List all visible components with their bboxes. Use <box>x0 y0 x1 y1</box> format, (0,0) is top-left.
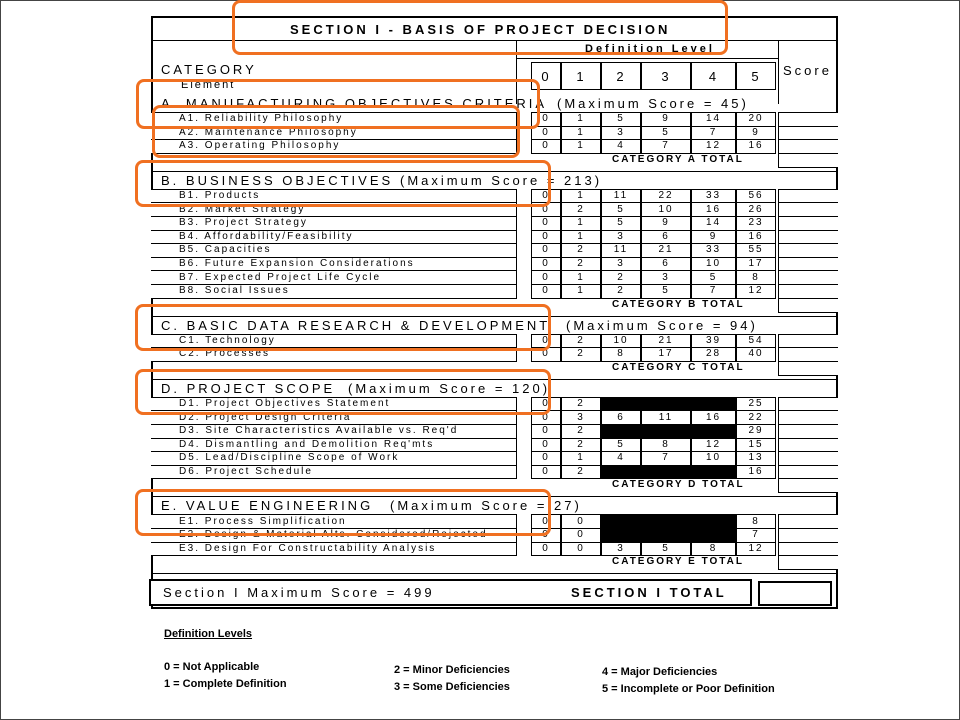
score-level-cell[interactable]: 3 <box>601 542 641 557</box>
score-level-cell[interactable]: 3 <box>561 410 601 425</box>
score-level-cell[interactable]: 0 <box>531 257 561 272</box>
score-level-cell[interactable]: 0 <box>531 202 561 217</box>
element-row-label: D6. Project Schedule <box>151 465 517 480</box>
score-input-cell[interactable] <box>778 542 838 557</box>
score-level-cell[interactable]: 0 <box>531 270 561 285</box>
score-level-cell[interactable]: 5 <box>601 202 641 217</box>
definition-level-header: Definition Level <box>585 43 715 55</box>
score-input-cell[interactable] <box>778 410 838 425</box>
score-level-cell[interactable]: 22 <box>641 189 691 204</box>
category-title: D. PROJECT SCOPE <box>161 380 336 396</box>
divider <box>151 573 838 574</box>
score-input-cell[interactable] <box>778 284 838 299</box>
category-header: CATEGORY <box>161 62 257 77</box>
score-level-cell[interactable] <box>601 465 641 480</box>
score-level-cell[interactable]: 0 <box>531 410 561 425</box>
score-level-cell[interactable]: 39 <box>691 334 736 349</box>
score-input-cell[interactable] <box>778 270 838 285</box>
score-level-cell[interactable]: 25 <box>736 397 776 412</box>
score-input-cell[interactable] <box>778 334 838 349</box>
score-level-cell[interactable]: 0 <box>531 514 561 529</box>
element-header: Element <box>181 79 236 91</box>
score-input-cell[interactable] <box>778 230 838 245</box>
score-level-cell[interactable]: 2 <box>561 397 601 412</box>
score-level-cell[interactable]: 7 <box>641 139 691 154</box>
score-level-cell[interactable]: 8 <box>601 347 641 362</box>
legend-entry: 0 = Not Applicable <box>164 661 260 673</box>
legend-title: Definition Levels <box>164 628 253 640</box>
score-input-cell[interactable] <box>778 126 838 141</box>
category-total-label: CATEGORY E TOTAL <box>612 556 745 568</box>
score-level-cell[interactable]: 12 <box>691 438 736 453</box>
score-input-cell[interactable] <box>778 438 838 453</box>
score-input-cell[interactable] <box>778 347 838 362</box>
category-total-label: CATEGORY D TOTAL <box>612 479 745 491</box>
score-input-cell[interactable] <box>778 528 838 543</box>
score-level-cell[interactable]: 5 <box>641 284 691 299</box>
score-level-cell[interactable]: 16 <box>691 410 736 425</box>
score-level-cell[interactable]: 3 <box>601 126 641 141</box>
score-level-cell[interactable]: 2 <box>561 243 601 258</box>
score-level-cell[interactable]: 0 <box>561 514 601 529</box>
score-level-cell[interactable]: 2 <box>601 284 641 299</box>
element-row-label: E1. Process Simplification <box>151 514 517 529</box>
legend-entry: 3 = Some Deficiencies <box>394 680 510 693</box>
category-total-input[interactable] <box>778 153 838 168</box>
score-level-cell[interactable] <box>691 424 736 439</box>
legend-column-1 <box>164 659 287 692</box>
category-total-label: CATEGORY C TOTAL <box>612 361 745 373</box>
score-level-cell[interactable]: 0 <box>531 542 561 557</box>
score-level-cell[interactable]: 11 <box>641 410 691 425</box>
score-level-cell[interactable]: 17 <box>641 347 691 362</box>
score-level-cell[interactable]: 1 <box>561 284 601 299</box>
score-level-cell[interactable]: 15 <box>736 438 776 453</box>
element-row-label: E2. Design & Material Alts. Considered/Rejected <box>151 528 517 543</box>
score-level-cell[interactable]: 20 <box>736 112 776 127</box>
score-level-cell[interactable]: 1 <box>561 189 601 204</box>
category-total-input[interactable] <box>778 361 838 376</box>
score-level-cell[interactable]: 0 <box>531 284 561 299</box>
score-level-cell[interactable]: 16 <box>736 465 776 480</box>
score-level-cell[interactable]: 5 <box>601 216 641 231</box>
score-level-cell[interactable]: 10 <box>641 202 691 217</box>
score-input-cell[interactable] <box>778 189 838 204</box>
highlight-section-title <box>232 0 728 55</box>
score-level-cell[interactable]: 9 <box>691 230 736 245</box>
score-level-cell[interactable]: 0 <box>531 126 561 141</box>
score-level-cell[interactable]: 0 <box>531 189 561 204</box>
element-row-label: B2. Market Strategy <box>151 202 517 217</box>
score-header: Score <box>783 63 832 78</box>
score-level-cell[interactable] <box>691 528 736 543</box>
score-level-cell[interactable]: 1 <box>561 126 601 141</box>
score-input-cell[interactable] <box>778 257 838 272</box>
score-level-cell[interactable]: 1 <box>561 451 601 466</box>
category-max-score: (Maximum Score = 45) <box>557 96 749 111</box>
section-max-score-bar: Section I Maximum Score = 499 <box>149 579 752 606</box>
score-level-cell[interactable]: 55 <box>736 243 776 258</box>
score-level-cell[interactable]: 0 <box>531 424 561 439</box>
highlight-category-c <box>135 304 551 351</box>
score-level-cell[interactable]: 13 <box>736 451 776 466</box>
section-title: SECTION I - BASIS OF PROJECT DECISION <box>290 22 671 37</box>
score-level-cell[interactable]: 3 <box>641 270 691 285</box>
level-header-0: 0 <box>531 62 561 90</box>
score-level-cell[interactable]: 54 <box>736 334 776 349</box>
score-level-cell[interactable]: 5 <box>601 438 641 453</box>
score-level-cell[interactable]: 4 <box>601 451 641 466</box>
score-level-cell[interactable]: 0 <box>561 542 601 557</box>
score-level-cell[interactable]: 9 <box>736 126 776 141</box>
score-level-cell[interactable]: 1 <box>561 112 601 127</box>
score-level-cell[interactable]: 6 <box>641 230 691 245</box>
score-level-cell[interactable]: 0 <box>531 397 561 412</box>
score-level-cell[interactable]: 8 <box>691 542 736 557</box>
category-max-score: (Maximum Score = 120) <box>348 380 551 396</box>
score-level-cell[interactable]: 1 <box>561 216 601 231</box>
legend-column-2 <box>394 662 510 695</box>
element-row-label: A1. Reliability Philosophy <box>151 112 517 127</box>
score-level-cell[interactable]: 2 <box>601 270 641 285</box>
score-level-cell[interactable]: 33 <box>691 243 736 258</box>
score-level-cell[interactable] <box>691 397 736 412</box>
score-level-cell[interactable]: 6 <box>641 257 691 272</box>
element-row-label: A2. Maintenance Philosophy <box>151 126 517 141</box>
score-level-cell[interactable]: 26 <box>736 202 776 217</box>
score-level-cell[interactable]: 0 <box>531 334 561 349</box>
score-level-cell[interactable]: 0 <box>531 465 561 480</box>
score-level-cell[interactable] <box>601 514 641 529</box>
score-level-cell[interactable] <box>601 528 641 543</box>
category-max-score: (Maximum Score = 27) <box>390 498 582 514</box>
element-row-label: E3. Design For Constructability Analysis <box>151 542 517 557</box>
score-level-cell[interactable] <box>691 465 736 480</box>
level-header-5: 5 <box>736 62 776 90</box>
highlight-category-e <box>135 489 551 536</box>
score-level-cell[interactable]: 5 <box>641 542 691 557</box>
score-level-cell[interactable]: 4 <box>601 139 641 154</box>
legend-entry: 4 = Major Deficiencies <box>602 666 718 678</box>
legend-entry: 2 = Minor Deficiencies <box>394 664 510 676</box>
score-level-cell[interactable]: 0 <box>531 438 561 453</box>
score-input-cell[interactable] <box>778 424 838 439</box>
divider <box>516 58 778 59</box>
score-level-cell[interactable]: 12 <box>691 139 736 154</box>
score-level-cell[interactable]: 8 <box>736 270 776 285</box>
score-level-cell[interactable]: 0 <box>531 451 561 466</box>
score-level-cell[interactable]: 28 <box>691 347 736 362</box>
element-row-label: C2. Processes <box>151 347 517 362</box>
score-level-cell[interactable]: 1 <box>561 230 601 245</box>
score-level-cell[interactable]: 11 <box>601 189 641 204</box>
category-title: A. MANUFACTURING OBJECTIVES CRITERIA <box>161 96 548 111</box>
score-level-cell[interactable] <box>641 514 691 529</box>
score-level-cell[interactable]: 12 <box>736 542 776 557</box>
score-level-cell[interactable]: 21 <box>641 243 691 258</box>
score-level-cell[interactable]: 2 <box>561 465 601 480</box>
score-level-cell[interactable]: 0 <box>531 112 561 127</box>
level-header-2: 2 <box>601 62 641 90</box>
score-level-cell[interactable]: 16 <box>691 202 736 217</box>
score-level-cell[interactable]: 0 <box>531 230 561 245</box>
score-level-cell[interactable]: 2 <box>561 202 601 217</box>
score-input-cell[interactable] <box>778 139 838 154</box>
score-level-cell[interactable]: 0 <box>531 347 561 362</box>
score-level-cell[interactable] <box>641 465 691 480</box>
score-level-cell[interactable]: 40 <box>736 347 776 362</box>
score-level-cell[interactable]: 2 <box>561 257 601 272</box>
score-input-cell[interactable] <box>778 465 838 480</box>
score-level-cell[interactable]: 5 <box>641 126 691 141</box>
score-input-cell[interactable] <box>778 112 838 127</box>
score-level-cell[interactable]: 2 <box>561 334 601 349</box>
score-level-cell[interactable]: 1 <box>561 270 601 285</box>
score-level-cell[interactable]: 10 <box>601 334 641 349</box>
element-row-label: B8. Social Issues <box>151 284 517 299</box>
score-level-cell[interactable]: 2 <box>561 424 601 439</box>
score-input-cell[interactable] <box>778 397 838 412</box>
score-level-cell[interactable] <box>601 397 641 412</box>
score-input-cell[interactable] <box>778 451 838 466</box>
element-row-label: D5. Lead/Discipline Scope of Work <box>151 451 517 466</box>
score-level-cell[interactable]: 5 <box>601 112 641 127</box>
legend-entry: 5 = Incomplete or Poor Definition <box>602 682 775 695</box>
score-level-cell[interactable]: 0 <box>561 528 601 543</box>
score-level-cell[interactable]: 17 <box>736 257 776 272</box>
score-level-cell[interactable] <box>641 528 691 543</box>
score-level-cell[interactable]: 23 <box>736 216 776 231</box>
score-level-cell[interactable]: 12 <box>736 284 776 299</box>
element-row-label: B4. Affordability/Feasibility <box>151 230 517 245</box>
score-level-cell[interactable]: 3 <box>601 257 641 272</box>
score-input-cell[interactable] <box>778 514 838 529</box>
element-row-label: D2. Project Design Criteria <box>151 410 517 425</box>
score-level-cell[interactable]: 14 <box>691 216 736 231</box>
score-level-cell[interactable]: 29 <box>736 424 776 439</box>
score-input-cell[interactable] <box>778 243 838 258</box>
legend-entry: 1 = Complete Definition <box>164 677 287 690</box>
score-level-cell[interactable]: 8 <box>736 514 776 529</box>
score-level-cell[interactable]: 6 <box>601 410 641 425</box>
score-level-cell[interactable] <box>641 424 691 439</box>
category-total-label: CATEGORY A TOTAL <box>612 153 744 165</box>
score-level-cell[interactable]: 16 <box>736 230 776 245</box>
element-row-label: B1. Products <box>151 189 517 204</box>
score-level-cell[interactable]: 2 <box>561 438 601 453</box>
score-level-cell[interactable]: 11 <box>601 243 641 258</box>
level-header-1: 1 <box>561 62 601 90</box>
score-level-cell[interactable]: 3 <box>601 230 641 245</box>
score-level-cell[interactable]: 9 <box>641 216 691 231</box>
score-level-cell[interactable] <box>641 397 691 412</box>
score-level-cell[interactable]: 14 <box>691 112 736 127</box>
score-level-cell[interactable]: 16 <box>736 139 776 154</box>
element-row-label: B3. Project Strategy <box>151 216 517 231</box>
score-level-cell[interactable]: 21 <box>641 334 691 349</box>
section-total-label: SECTION I TOTAL <box>571 585 727 600</box>
score-level-cell[interactable] <box>691 514 736 529</box>
score-level-cell[interactable]: 7 <box>691 126 736 141</box>
highlight-category-d <box>135 369 551 415</box>
score-level-cell[interactable]: 7 <box>691 284 736 299</box>
highlight-category-b <box>135 160 551 207</box>
category-total-input[interactable] <box>778 298 838 313</box>
legend-column-3 <box>602 664 775 697</box>
score-level-cell[interactable]: 9 <box>641 112 691 127</box>
score-level-cell[interactable]: 10 <box>691 257 736 272</box>
level-header-3: 3 <box>641 62 691 90</box>
highlight-a-elements <box>152 105 520 158</box>
category-title: E. VALUE ENGINEERING <box>161 498 374 514</box>
score-input-cell[interactable] <box>778 216 838 231</box>
score-level-cell[interactable]: 2 <box>561 347 601 362</box>
section-total-input[interactable] <box>758 581 832 606</box>
score-input-cell[interactable] <box>778 202 838 217</box>
score-level-cell[interactable]: 1 <box>561 139 601 154</box>
score-level-cell[interactable]: 0 <box>531 243 561 258</box>
element-row-label: C1. Technology <box>151 334 517 349</box>
score-level-cell[interactable]: 8 <box>641 438 691 453</box>
score-level-cell[interactable]: 10 <box>691 451 736 466</box>
element-row-label: D1. Project Objectives Statement <box>151 397 517 412</box>
element-row-label: B5. Capacities <box>151 243 517 258</box>
category-total-label: CATEGORY B TOTAL <box>612 298 745 310</box>
element-row-label: D4. Dismantling and Demolition Req'mts <box>151 438 517 453</box>
category-max-score: (Maximum Score = 213) <box>400 172 603 188</box>
category-max-score: (Maximum Score = 94) <box>566 317 758 333</box>
score-level-cell[interactable]: 0 <box>531 216 561 231</box>
category-total-input[interactable] <box>778 555 838 570</box>
element-row-label: A3. Operating Philosophy <box>151 139 517 154</box>
score-level-cell[interactable]: 7 <box>641 451 691 466</box>
score-level-cell[interactable]: 0 <box>531 528 561 543</box>
element-row-label: D3. Site Characteristics Available vs. Req'd <box>151 424 517 439</box>
element-row-label: B7. Expected Project Life Cycle <box>151 270 517 285</box>
score-level-cell[interactable]: 56 <box>736 189 776 204</box>
divider <box>778 40 779 104</box>
level-header-4: 4 <box>691 62 736 90</box>
score-level-cell[interactable]: 33 <box>691 189 736 204</box>
score-level-cell[interactable]: 22 <box>736 410 776 425</box>
element-row-label: B6. Future Expansion Considerations <box>151 257 517 272</box>
score-level-cell[interactable]: 0 <box>531 139 561 154</box>
score-level-cell[interactable] <box>601 424 641 439</box>
category-total-input[interactable] <box>778 478 838 493</box>
score-level-cell[interactable]: 7 <box>736 528 776 543</box>
category-title: C. BASIC DATA RESEARCH & DEVELOPMENT <box>161 317 551 333</box>
category-title: B. BUSINESS OBJECTIVES <box>161 172 394 188</box>
score-level-cell[interactable]: 5 <box>691 270 736 285</box>
